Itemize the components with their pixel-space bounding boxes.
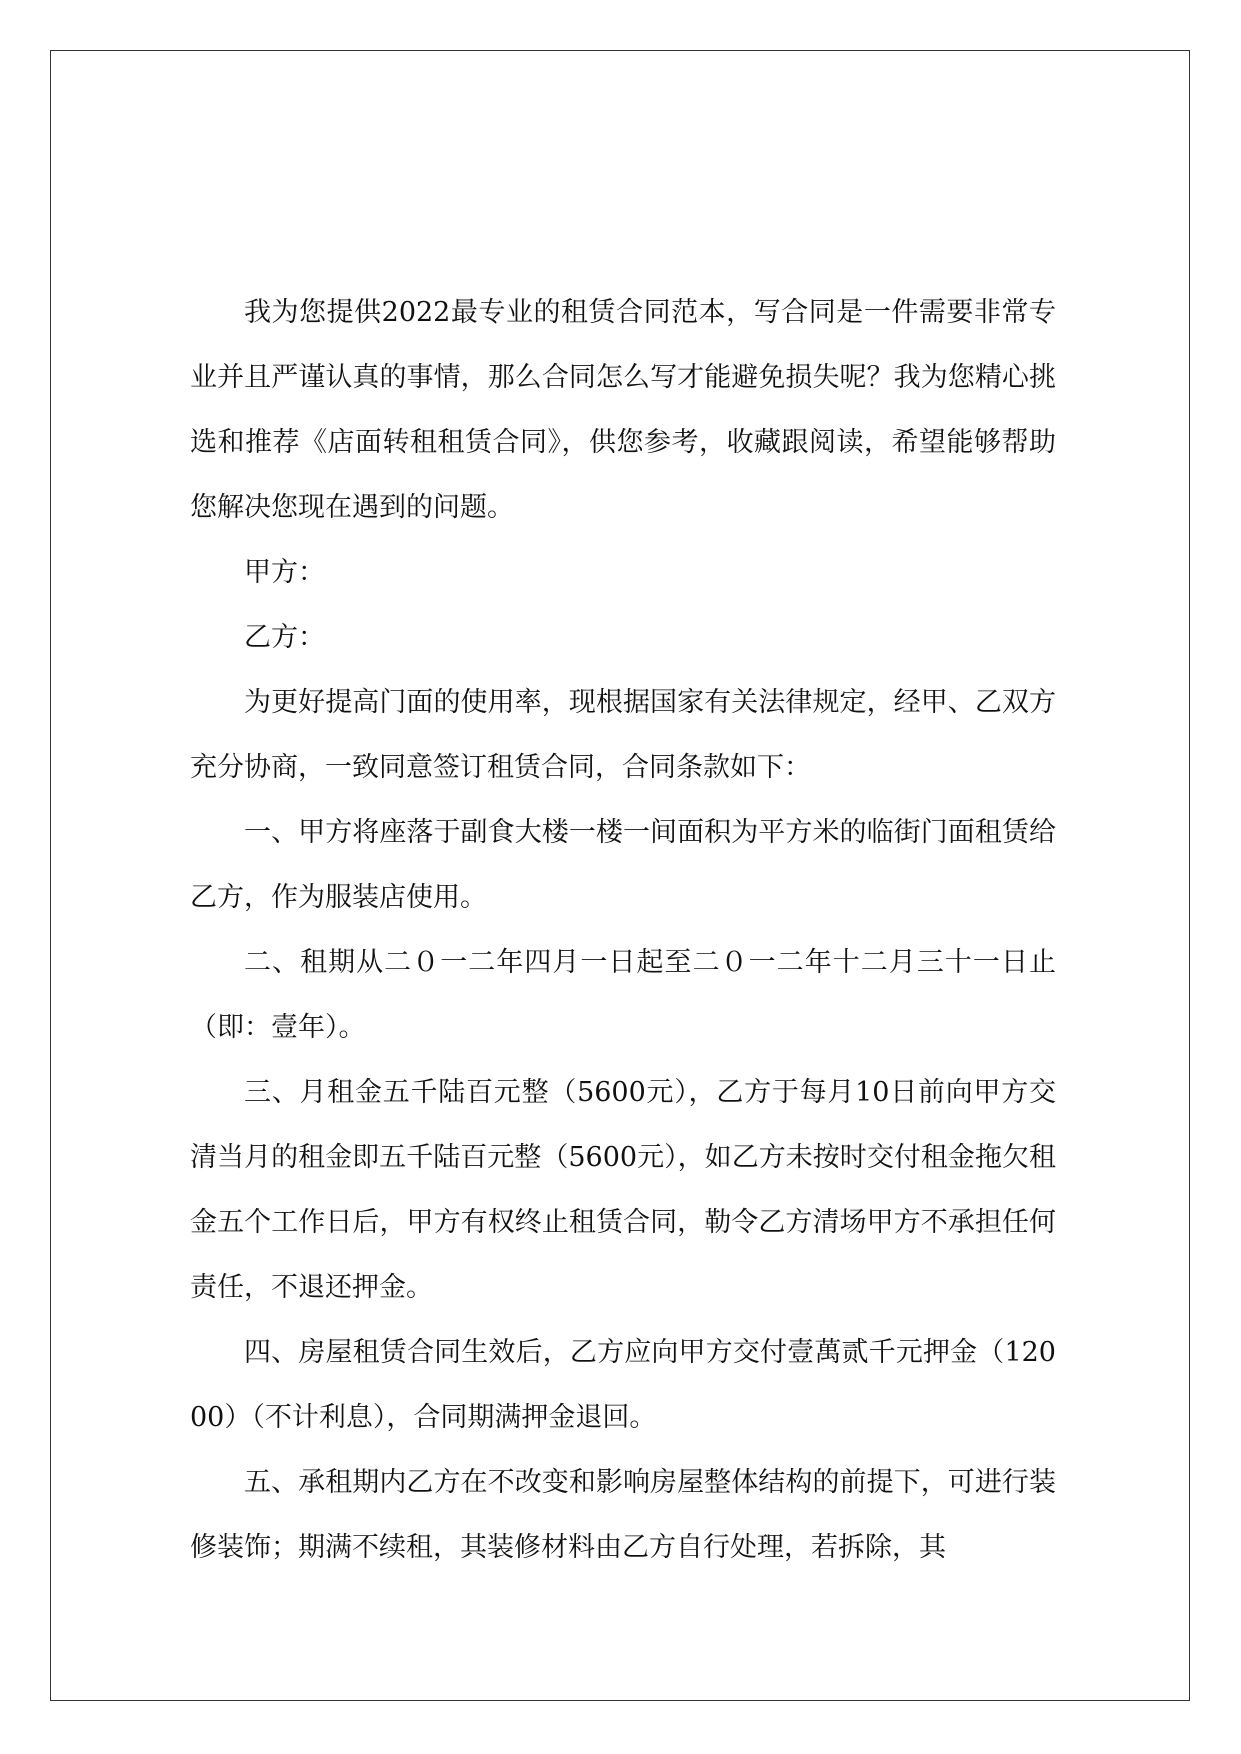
intro-paragraph: 我为您提供2022最专业的租赁合同范本，写合同是一件需要非常专业并且严谨认真的事情，那么合同怎么写才能避免损失呢？我为您精心挑选和推荐《店面转租租赁合同》，供您参考，收藏跟阅读，希望能够帮助您解决您现在遇到的问题。 xyxy=(190,297,1056,523)
party-a-line: 甲方： xyxy=(244,557,325,588)
clause-1: 一、甲方将座落于副食大楼一楼一间面积为平方米的临街门面租赁给乙方，作为服装店使用。 xyxy=(190,817,1056,913)
clause-3: 三、月租金五千陆百元整（5600元），乙方于每月10日前向甲方交清当月的租金即五千陆百元整（5600元），如乙方未按时交付租金拖欠租金五个工作日后，甲方有权终止租赁合同，勒令乙方清场甲方不承担任何责任，不退还押金。 xyxy=(190,1077,1056,1303)
clause-2: 二、租期从二０一二年四月一日起至二０一二年十二月三十一日止（即：壹年）。 xyxy=(190,947,1056,1043)
document-body xyxy=(190,280,1056,1580)
clause-5: 五、承租期内乙方在不改变和影响房屋整体结构的前提下，可进行装修装饰；期满不续租，其装修材料由乙方自行处理，若拆除，其 xyxy=(190,1467,1056,1563)
party-b-line: 乙方： xyxy=(244,622,325,653)
clause-4: 四、房屋租赁合同生效后，乙方应向甲方交付壹萬贰千元押金（12000）（不计利息），合同期满押金退回。 xyxy=(190,1337,1056,1433)
preamble-paragraph: 为更好提高门面的使用率，现根据国家有关法律规定，经甲、乙双方充分协商，一致同意签订租赁合同，合同条款如下： xyxy=(190,687,1056,783)
